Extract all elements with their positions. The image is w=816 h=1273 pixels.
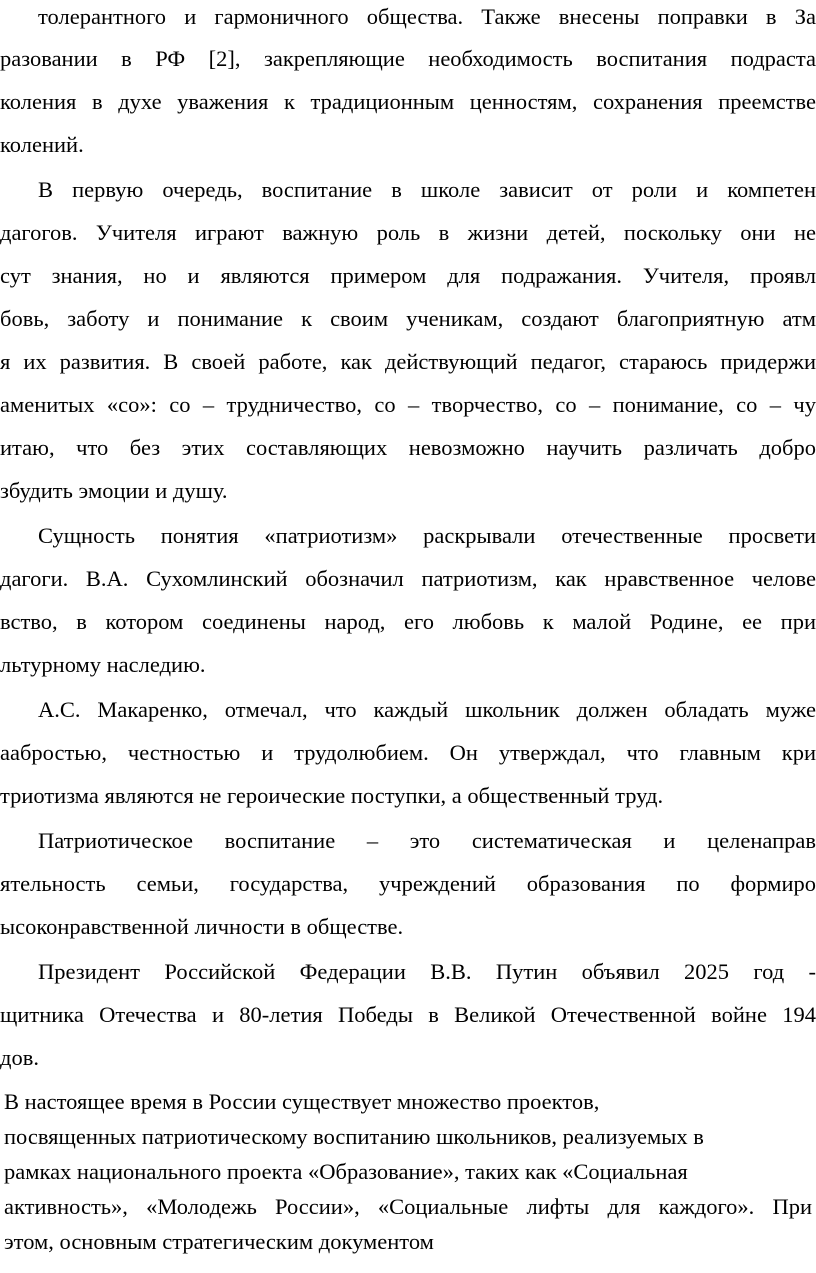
text-line: вство, в котором соединены народ, его любовь к малой Родине, ее при [0, 609, 816, 634]
text-line: В первую очередь, воспитание в школе зависит от роли и компетен [38, 177, 816, 202]
text-line: ятельность семьи, государства, учреждений образования по формиро [0, 871, 816, 896]
text-line: колений. [0, 132, 84, 157]
text-line: збудить эмоции и душу. [0, 478, 228, 503]
text-line: аабростью, честностью и трудолюбием. Он утверждал, что главным кри [0, 740, 816, 765]
text-line: сут знания, но и являются примером для подражания. Учителя, проявл [0, 263, 816, 288]
text-line: дагогов. Учителя играют важную роль в жизни детей, поскольку они не [0, 220, 816, 245]
text-line: активность», «Молодежь России», «Социальные лифты для каждого». При [4, 1194, 812, 1219]
text-line: коления в духе уважения к традиционным ценностям, сохранения преемстве [0, 89, 816, 114]
text-line: дов. [0, 1045, 39, 1070]
text-line: В настоящее время в России существует множество проектов, [4, 1089, 600, 1114]
text-line: льтурному наследию. [0, 652, 206, 677]
text-line: щитника Отечества и 80-летия Победы в Великой Отечественной войне 194 [0, 1002, 816, 1027]
text-line: Президент Российской Федерации В.В. Путин объявил 2025 год - [38, 959, 816, 984]
text-line: Сущность понятия «патриотизм» раскрывали отечественные просвети [38, 523, 816, 548]
text-line: я их развития. В своей работе, как действующий педагог, стараюсь придержи [0, 349, 816, 374]
text-line: рамках национального проекта «Образование», таких как «Социальная [4, 1159, 688, 1184]
text-line: дагоги. В.А. Сухомлинский обозначил патриотизм, как нравственное челове [0, 566, 816, 591]
text-line: бовь, заботу и понимание к своим ученикам, создают благоприятную атм [0, 306, 816, 331]
text-line: этом, основным стратегическим документом [4, 1229, 434, 1254]
text-line: посвященных патриотическому воспитанию школьников, реализуемых в [4, 1124, 704, 1149]
text-line: А.С. Макаренко, отмечал, что каждый школьник должен обладать муже [38, 697, 816, 722]
text-line: итаю, что без этих составляющих невозможно научить различать добро [0, 435, 816, 460]
text-line: аменитых «со»: со – трудничество, со – творчество, со – понимание, со – чу [0, 392, 816, 417]
text-line: разовании в РФ [2], закрепляющие необходимость воспитания подраста [0, 46, 816, 71]
text-line: триотизма являются не героические поступки, а общественный труд. [0, 783, 664, 808]
text-line: толерантного и гармоничного общества. Также внесены поправки в За [38, 4, 816, 29]
text-line: Патриотическое воспитание – это систематическая и целенаправ [38, 828, 816, 853]
text-line: ысоконравственной личности в обществе. [0, 914, 404, 939]
